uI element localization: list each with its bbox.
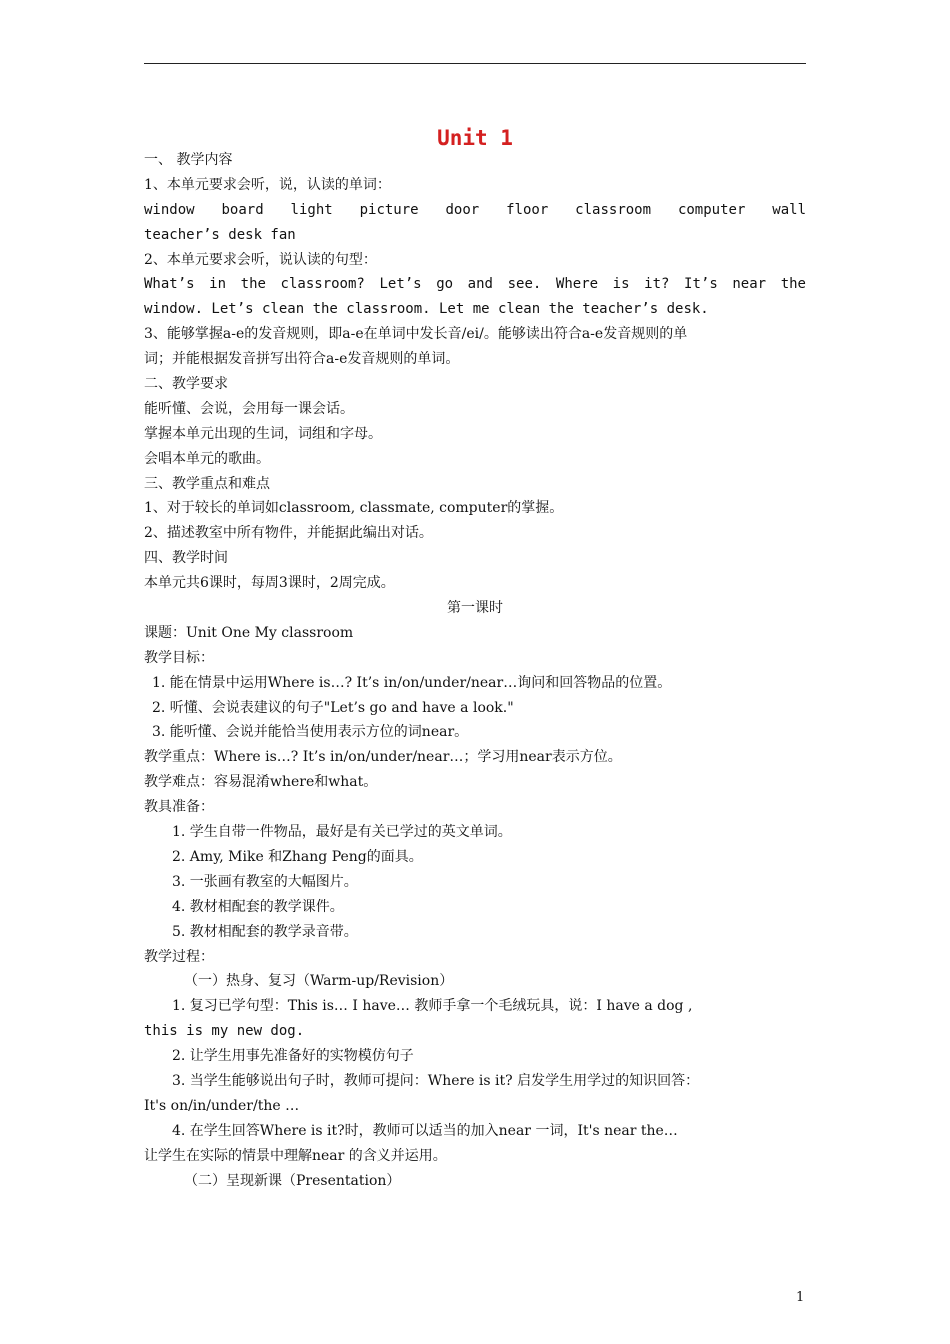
text-line: 掌握本单元出现的生词，词组和字母。 bbox=[144, 425, 382, 442]
page-number: 1 bbox=[796, 1290, 805, 1305]
step-item: 4. 在学生回答Where is it?时，教师可以适当的加入near 一词，It's near the… bbox=[172, 1122, 678, 1139]
step-heading: （一）热身、复习（Warm-up/Revision） bbox=[184, 973, 454, 990]
word-list-line: window board light picture door floor classroom computer wall bbox=[144, 201, 806, 218]
text-line: 词；并能根据发音拼写出符合a-e发音规则的单词。 bbox=[144, 351, 460, 368]
sentence-line: window. Let’s clean the classroom. Let me clean the teacher’s desk. bbox=[144, 301, 709, 318]
step-item: 1. 复习已学句型：This is… I have… 教师手拿一个毛绒玩具，说：I have a dog , bbox=[172, 998, 693, 1015]
step-item-continued: It's on/in/under/the … bbox=[144, 1097, 300, 1114]
text-line: 会唱本单元的歌曲。 bbox=[144, 450, 270, 467]
objective-item: 2. 听懂、会说表建议的句子"Let’s go and have a look." bbox=[152, 699, 514, 716]
section-heading: 三、教学重点和难点 bbox=[144, 475, 270, 492]
text-line: 3、能够掌握a-e的发音规则，即a-e在单词中发长音/ei/。能够读出符合a-e发音规则的单 bbox=[144, 326, 688, 343]
materials-item: 5. 教材相配套的教学录音带。 bbox=[172, 923, 358, 940]
text-line: 1、本单元要求会听，说，认读的单词： bbox=[144, 176, 391, 193]
lesson-heading: 第一课时 bbox=[447, 600, 503, 617]
text-line: 本单元共6课时，每周3课时，2周完成。 bbox=[144, 575, 395, 592]
page-title: Unit 1 bbox=[437, 126, 513, 150]
text-line: 教学过程： bbox=[144, 948, 214, 965]
step-item-continued: this is my new dog. bbox=[144, 1023, 305, 1040]
objective-item: 1. 能在情景中运用Where is…? It’s in/on/under/near…询问和回答物品的位置。 bbox=[152, 674, 672, 691]
materials-item: 4. 教材相配套的教学课件。 bbox=[172, 898, 344, 915]
text-line: 2、描述教室中所有物件，并能据此编出对话。 bbox=[144, 525, 433, 542]
word-list-line: teacher’s desk fan bbox=[144, 226, 296, 243]
header-rule bbox=[144, 63, 806, 64]
materials-item: 1. 学生自带一件物品，最好是有关已学过的英文单词。 bbox=[172, 824, 512, 841]
text-line: 教学重点：Where is…? It’s in/on/under/near…；学习用near表示方位。 bbox=[144, 749, 622, 766]
step-item-continued: 让学生在实际的情景中理解near 的含义并运用。 bbox=[144, 1147, 447, 1164]
text-line: 教学目标： bbox=[144, 649, 214, 666]
text-line: 2、本单元要求会听，说认读的句型： bbox=[144, 251, 377, 268]
section-heading: 二、教学要求 bbox=[144, 376, 228, 393]
text-line: 教学难点：容易混淆where和what。 bbox=[144, 774, 378, 791]
sentence-line: What’s in the classroom? Let’s go and see. Where is it? It’s near the bbox=[144, 276, 806, 293]
step-item: 2. 让学生用事先准备好的实物模仿句子 bbox=[172, 1048, 414, 1065]
materials-item: 3. 一张画有教室的大幅图片。 bbox=[172, 873, 358, 890]
materials-item: 2. Amy, Mike 和Zhang Peng的面具。 bbox=[172, 848, 423, 865]
text-line: 教具准备： bbox=[144, 799, 214, 816]
text-line: 课题：Unit One My classroom bbox=[144, 624, 354, 641]
step-heading: （二）呈现新课（Presentation） bbox=[184, 1172, 401, 1189]
section-heading: 四、教学时间 bbox=[144, 550, 228, 567]
document-body bbox=[144, 148, 806, 1193]
text-line: 能听懂、会说，会用每一课会话。 bbox=[144, 400, 354, 417]
section-heading: 一、 教学内容 bbox=[144, 152, 233, 168]
step-item: 3. 当学生能够说出句子时，教师可提问：Where is it? 启发学生用学过的知识回答： bbox=[172, 1072, 700, 1089]
text-line: 1、对于较长的单词如classroom, classmate, computer的掌握。 bbox=[144, 500, 564, 517]
objective-item: 3. 能听懂、会说并能恰当使用表示方位的词near。 bbox=[152, 724, 469, 741]
